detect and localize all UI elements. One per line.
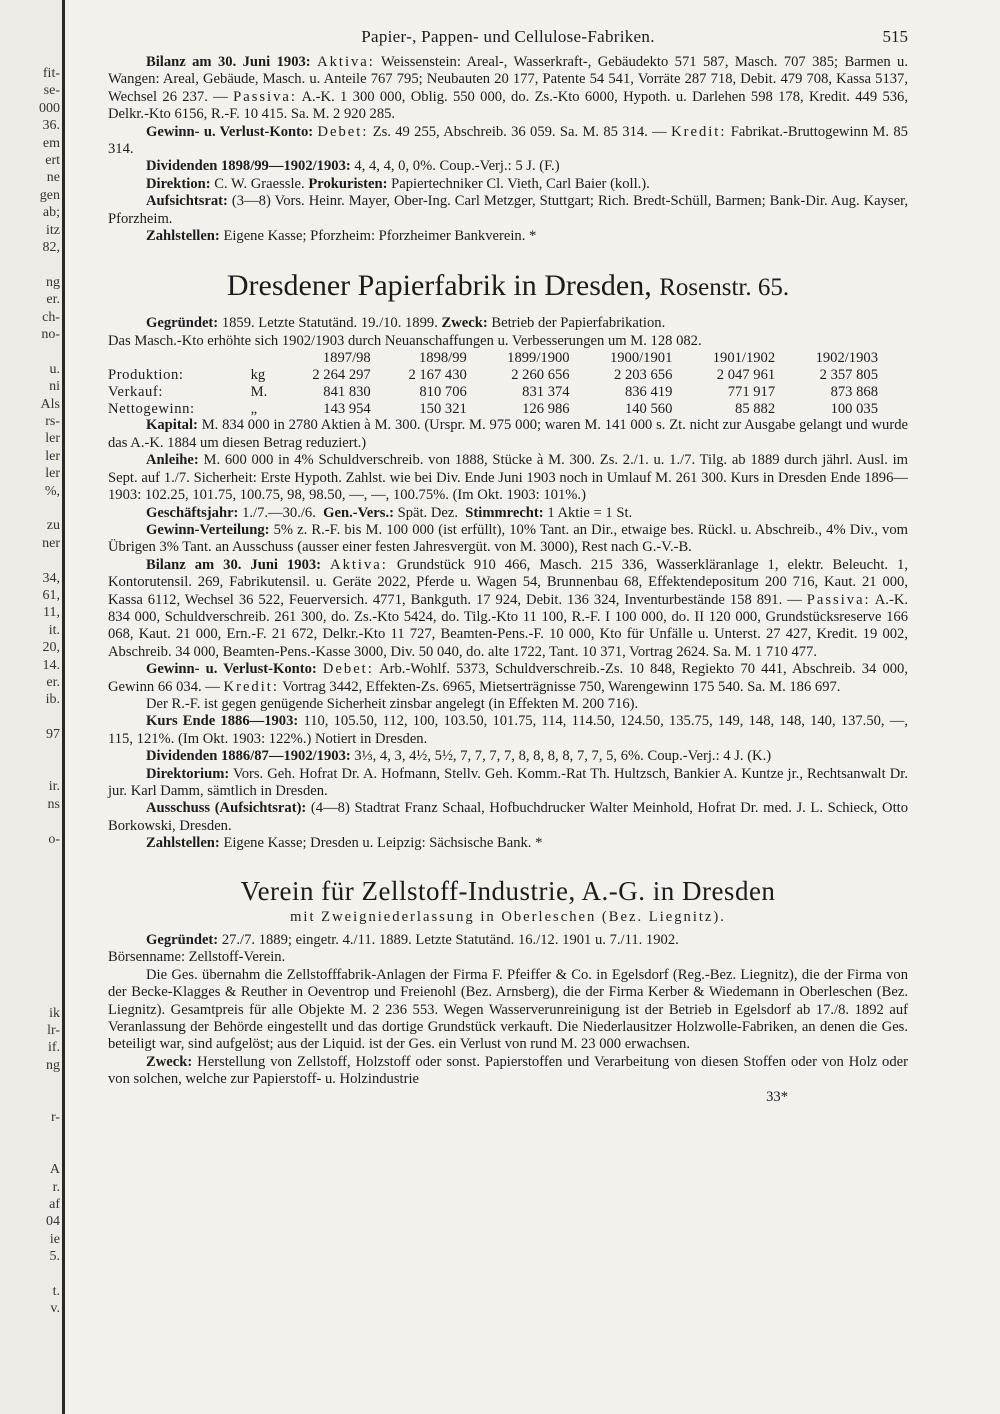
aufsichtsrat-entry: Aufsichtsrat: (3—8) Vors. Heinr. Mayer, Ober-Ing. Carl Metzger, Stuttgart; Rich. Bredt-Schüll, Barmen; Bank-Dir. Aug. Kayser, Pforzheim. xyxy=(108,193,908,227)
margin-fragment: ler xyxy=(45,466,60,482)
section-previous-company xyxy=(108,54,908,245)
margin-fragment: gen xyxy=(39,187,60,203)
history-paragraph: Die Ges. übernahm die Zellstofffabrik-Anlagen der Firma F. Pfeiffer & Co. in Egelsdorf (Reg.-Bez. Liegnitz), die der Firma von der Becke-Klagges & Reuther in Oeventrop und Freienohl (Bez. Arnsberg), die der Firma Kerber & Wiedemann in Oberleschen (Bez. Liegnitz). Gesamtpreis für alle Objekte M. 2 236 553. Wegen Wasserverunreinigung ist der Betrieb in Egelsdorf ab 17./8. 1892 auf Veranlassung der Behörde eingestellt und das dortige Grundstück verkauft. Die Niederlausitzer Holzwolle-Fabriken, an denen die Ges. beteiligt war, sind aufgelöst; aus der Liquid. ist der Ges. ein Verlust von rund M. 23 000 erwachsen. xyxy=(108,966,908,1053)
margin-fragment: ik xyxy=(49,1005,60,1021)
margin-fragment: er. xyxy=(46,675,60,690)
bilanz-entry: Bilanz am 30. Juni 1903: Aktiva: Weissenstein: Areal-, Wasserkraft-, Gebäudekto 571 587, Masch. 707 385; Barmen u. Wangen: Areal, Gebäude, Masch. u. Anteile 767 795; Neubauten 20 177, Patente 54 541, Vorräte 287 718, Debit. 479 708, Kassa 5137, Wechsel 26 237. — Passiva: A.-K. 1 300 000, Oblig. 550 000, do. Zs.-Kto 6000, Hypoth. u. Darlehen 598 178, Kredit. 449 536, Delkr.-Kto 6156, R.-F. 10 415. Sa. M. 2 920 285. xyxy=(108,54,909,123)
zahlstellen-entry: Zahlstellen: Eigene Kasse; Dresden u. Leipzig: Sächsische Bank. * xyxy=(146,835,543,852)
company-heading: Dresdener Papierfabrik in Dresden, Rosenstr. 65. xyxy=(226,269,790,303)
direktorium-entry: Direktorium: Vors. Geh. Hofrat Dr. A. Hofmann, Stellv. Geh. Komm.-Rat Th. Hultzsch, Bankier A. Kuntze jr., Rechtsanwalt Dr. jur. Karl Damm, sämtlich in Dresden. xyxy=(108,765,908,799)
margin-fragment: no- xyxy=(41,327,60,342)
zweck-entry: Zweck: Herstellung von Zellstoff, Holzstoff oder sonst. Papierstoffen und Verarbeitung von diesen Stoffen oder von Holz oder von solchen, welche zur Papierstoff- u. Holzindustrie xyxy=(108,1053,908,1088)
margin-fragment: ng xyxy=(46,274,60,290)
margin-fragment: ab; xyxy=(42,205,60,221)
margin-fragment: rs- xyxy=(45,414,60,429)
margin-fragment: ner xyxy=(42,535,60,551)
page-number: 515 xyxy=(882,27,908,46)
margin-fragment: 5. xyxy=(49,1249,60,1265)
margin-fragment: ni xyxy=(49,379,60,395)
gv-konto-entry: Gewinn- u. Verlust-Konto: Debet: Zs. 49 255, Abschreib. 36 059. Sa. M. 85 314. — Kredit: Fabrikat.-Bruttogewinn M. 85 314. xyxy=(108,123,908,158)
table-row: Produktion: kg 2 264 297 2 167 430 2 260 656 2 203 656 2 047 961 2 357 805 xyxy=(108,367,878,384)
margin-fragment: 34, xyxy=(42,570,60,586)
anleihe-entry: Anleihe: M. 600 000 in 4% Schuldverschreib. von 1888, Stücke à M. 300. Zs. 2./1. u. 1./7. Tilg. ab 1889 durch jährl. Ausl. im Sept. auf 1./7. Sicherheit: Erste Hypoth. Zahlst. wie bei Div. Ende Juni 1903 noch in Umlauf M. 261 300. Kurs in Dresden Ende 1896—1903: 102.25, 101.75, 100.75, 98, 98.50, —, —, 100.75%. (Im Okt. 1903: 101%.) xyxy=(108,452,908,504)
table-row: Verkauf: M. 841 830 810 706 831 374 836 419 771 917 873 868 xyxy=(108,383,878,400)
gegruendet-entry: Gegründet: 27./7. 1889; eingetr. 4./11. 1889. Letzte Statutänd. 16./12. 1901 u. 7./11. 1902. xyxy=(146,932,679,949)
geschaeftsjahr-entry: Geschäftsjahr: 1./7.—30./6. Gen.-Vers.: Spät. Dez. Stimmrecht: 1 Aktie = 1 St. xyxy=(146,504,633,521)
margin-fragment: ng xyxy=(46,1057,60,1073)
margin-fragment: 11, xyxy=(43,605,60,621)
margin-fragment: %, xyxy=(44,483,60,499)
margin-fragment: u. xyxy=(49,361,60,377)
margin-fragment: o- xyxy=(48,831,60,847)
margin-fragment: r. xyxy=(52,1179,60,1195)
margin-fragment: ch- xyxy=(42,309,60,325)
signature-mark: 33* xyxy=(766,1088,788,1105)
dividenden-entry: Dividenden 1886/87—1902/1903: 3⅓, 4, 3, 4½, 5½, 7, 7, 7, 7, 8, 8, 8, 8, 7, 7, 5, 6%. Coup.-Verj.: 4 J. (K.) xyxy=(146,748,772,765)
margin-fragment: 000 xyxy=(39,100,60,116)
company-subheading: mit Zweigniederlassung in Oberleschen (Bez. Liegnitz). xyxy=(290,908,726,925)
year-header: 1902/1903 xyxy=(815,350,878,367)
margin-fragment: 82, xyxy=(42,240,60,255)
margin-fragment: it. xyxy=(48,622,60,638)
margin-fragment: r- xyxy=(50,1110,60,1125)
margin-fragment: ler xyxy=(45,431,60,447)
gegruendet-entry: Gegründet: 1859. Letzte Statutänd. 19./10. 1899. Zweck: Betrieb der Papierfabrikation. xyxy=(146,315,666,332)
zahlstellen-entry: Zahlstellen: Eigene Kasse; Pforzheim: Pforzheimer Bankverein. * xyxy=(146,228,537,245)
margin-fragment: 20, xyxy=(42,640,60,656)
margin-fragment: ib. xyxy=(45,692,60,708)
running-title: Papier-, Pappen- und Cellulose-Fabriken. xyxy=(361,27,655,46)
production-table xyxy=(108,350,878,417)
margin-fragment: er. xyxy=(46,292,60,308)
section-verein-zellstoff xyxy=(108,875,908,1109)
margin-fragment: fit- xyxy=(42,66,60,81)
kapital-entry: Kapital: M. 834 000 in 2780 Aktien à M. 300. (Urspr. M. 975 000; waren M. 141 000 s. Zt. nicht zur Ausgabe gelangt und wurde das A.-K. 1884 um diesen Betrag reduziert.) xyxy=(108,417,908,451)
margin-fragment: v. xyxy=(50,1301,60,1317)
year-header: 1897/98 xyxy=(322,350,371,367)
margin-fragment: 36. xyxy=(42,118,60,134)
margin-fragment: 97 xyxy=(46,727,60,743)
margin-fragment: itz xyxy=(46,222,60,238)
table-header-row xyxy=(108,350,878,367)
margin-fragment: lr- xyxy=(47,1023,60,1038)
margin-fragment: ir. xyxy=(48,779,60,795)
table-row: Nettogewinn: „ 143 954 150 321 126 986 140 560 85 882 100 035 xyxy=(108,400,878,417)
year-header: 1900/1901 xyxy=(609,350,673,367)
margin-fragment: ie xyxy=(49,1231,60,1247)
year-header: 1901/1902 xyxy=(712,350,776,367)
margin-fragment: se- xyxy=(43,83,60,99)
kurs-entry: Kurs Ende 1886—1903: 110, 105.50, 112, 100, 103.50, 101.75, 114, 114.50, 124.50, 135.75, 149, 148, 148, 140, 137.50, —, 115, 121%. (Im Okt. 1903: 122%.) Notiert in Dresden. xyxy=(108,713,908,747)
margin-fragment: if. xyxy=(47,1040,60,1056)
company-heading: Verein für Zellstoff-Industrie, A.-G. in Dresden xyxy=(240,875,776,906)
year-header: 1898/99 xyxy=(418,350,467,367)
margin-fragment: 04 xyxy=(46,1214,60,1230)
margin-fragment: ert xyxy=(45,153,60,168)
margin-fragment: ne xyxy=(46,170,60,186)
section-dresdener-papierfabrik xyxy=(108,269,908,852)
bilanz-entry: Bilanz am 30. Juni 1903: Aktiva: Grundstück 910 466, Masch. 215 336, Wasserkläranlage 1, elektr. Beleucht. 1, Kontorutensil. 269, Fabrikutensil. u. Geräte 2022, Pferde u. Wagen 54, Brunnenbau 68, Effektendepositum 200 716, Kaut. 21 000, Kassa 6112, Wechsel 36 522, Feuerversich. 4771, Bankguth. 17 924, Debit. 136 324, Inventurbestände 158 891. — Passiva: A.-K. 834 000, Schuldverschreib. 261 300, do. Zs.-Kto 5424, do. Tilg.-Kto 11 100, R.-F. I 100 000, do. II 120 000, Grundstücksreserve 166 068, Kaut. 21 000, Ern.-F. 21 672, Delkr.-Kto 11 727, Beamten-Pens.-F. 10 000, Kto für Unfälle u. Unterst. 27 427, Kredit. 19 002, Abschreib. 34 000, Beamten-Pens.-Kasse 3000, Div. 50 040, do. alte 1722, Tant. 10 371, Vortrag 2624. Sa. M. 1 710 477. xyxy=(108,556,909,660)
boersenname-entry: Börsenname: Zellstoff-Verein. xyxy=(108,949,286,966)
margin-fragment: 14. xyxy=(42,657,60,673)
gv-konto-entry: Gewinn- u. Verlust-Konto: Debet: Arb.-Wohlf. 5373, Schuldverschreib.-Zs. 10 848, Regiekto 70 441, Abschreib. 34 000, Gewinn 66 034. — Kredit: Vortrag 3442, Effekten-Zs. 6965, Mietserträgnisse 750, Warengewinn 175 540. Sa. M. 186 697. xyxy=(108,661,908,695)
ausschuss-entry: Ausschuss (Aufsichtsrat): (4—8) Stadtrat Franz Schaal, Hofbuchdrucker Walter Meinhold, Hofrat Dr. med. J. L. Schieck, Otto Borkowski, Dresden. xyxy=(108,800,909,834)
margin-fragment: Als xyxy=(40,396,60,412)
year-header: 1899/1900 xyxy=(507,350,570,367)
margin-fragment: A xyxy=(49,1162,60,1178)
margin-fragment: ns xyxy=(47,796,60,812)
margin-fragment: af xyxy=(49,1197,60,1212)
page-body xyxy=(108,28,908,1109)
margin-fragment: t. xyxy=(52,1284,60,1299)
direktion-entry: Direktion: C. W. Graessle. Prokuristen: Papiertechniker Cl. Vieth, Carl Baier (koll.). xyxy=(146,175,650,192)
masch-kto-entry: Das Masch.-Kto erhöhte sich 1902/1903 durch Neuanschaffungen u. Verbesserungen um M. 128 082. xyxy=(108,332,702,349)
page-edge-line xyxy=(62,0,65,1414)
margin-fragment: 61, xyxy=(42,588,60,603)
running-head xyxy=(108,28,908,54)
reservefonds-entry: Der R.-F. ist gegen genügende Sicherheit zinsbar angelegt (in Effekten M. 200 716). xyxy=(146,695,639,712)
margin-fragment: ler xyxy=(45,448,60,464)
gewinn-verteilung-entry: Gewinn-Verteilung: 5% z. R.-F. bis M. 100 000 (ist erfüllt), 10% Tant. an Dir., etwaige bes. Rückl. u. Abschreib., 4% Div., vom Übrigen 3% Tant. an Ausschuss (ausser einer festen Jahresvergüt. von M. 3000), Rest nach G.-V.-B. xyxy=(108,521,908,556)
margin-fragment: em xyxy=(42,135,60,151)
dividenden-entry: Dividenden 1898/99—1902/1903: 4, 4, 4, 0, 0%. Coup.-Verj.: 5 J. (F.) xyxy=(146,158,560,175)
margin-fragment: zu xyxy=(46,518,60,534)
